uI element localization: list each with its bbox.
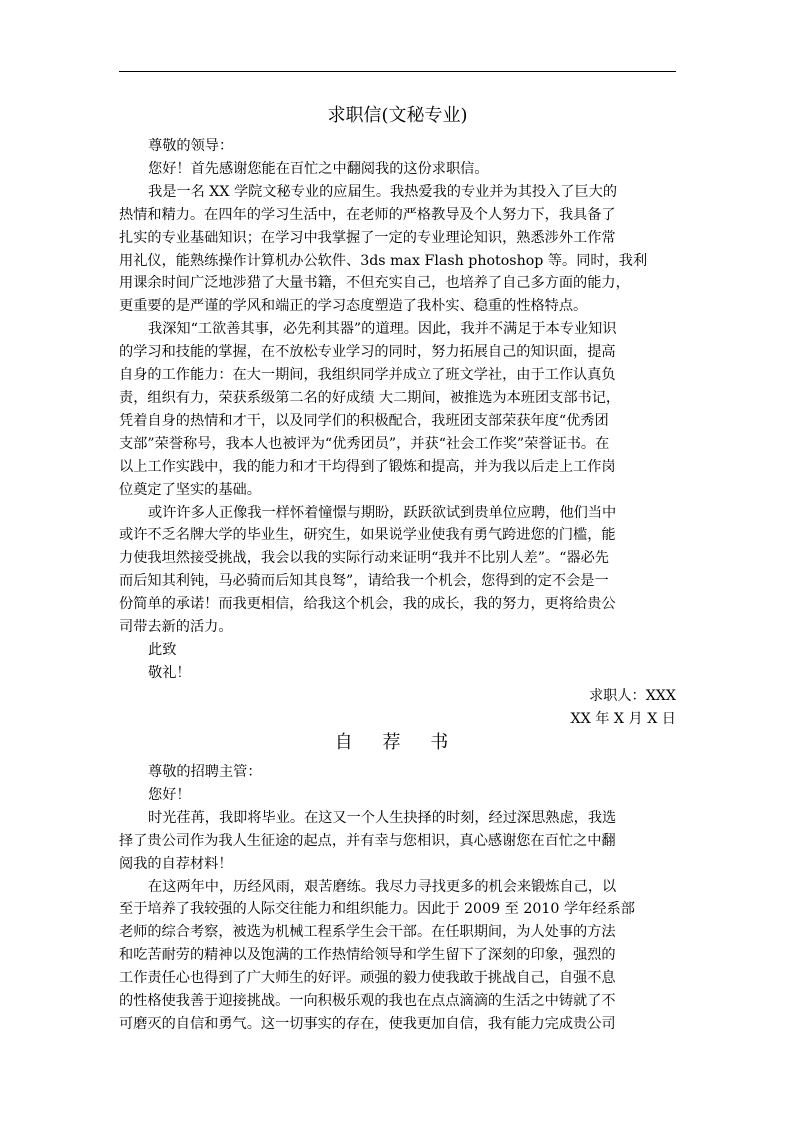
text-line: 尊敬的招聘主管： (148, 764, 262, 780)
text-line: 或许不乏名牌大学的毕业生，研究生，如果说学业使我有勇气跨进您的门槛，能 (119, 527, 616, 544)
text-line: 我是一名 XX 学院文秘专业的应届生。我热爱我的专业并为其投入了巨大的 (148, 183, 618, 200)
text-line: 的学习和技能的掌握，在不放松专业学习的同时，努力拓展自己的知识面，提高 (119, 344, 616, 361)
text-line: 至于培养了我较强的人际交往能力和组织能力。因此于 2009 至 2010 学年经系部 (119, 901, 635, 918)
text-line: 的性格使我善于迎接挑战。一向积极乐观的我也在点点滴滴的生活之中铸就了不 (119, 993, 616, 1010)
text-line: 位奠定了坚实的基础。 (119, 481, 261, 498)
text-line: 支部”荣誉称号，我本人也被评为“优秀团员”，并获“社会工作奖”荣誉证书。在 (119, 435, 610, 452)
text-line: 在这两年中，历经风雨，艰苦磨练。我尽力寻找更多的机会来锻炼自己，以 (148, 878, 617, 895)
text-line: 责，组织有力，荣获系级第二名的好成绩 大二期间，被推选为本班团支部书记， (119, 389, 621, 406)
text-line: 或许许多人正像我一样怀着憧憬与期盼，跃跃欲试到贵单位应聘，他们当中 (148, 504, 617, 521)
text-line: 您好！ (148, 786, 191, 803)
text-line: 我深知“工欲善其事，必先利其器”的道理。因此，我并不满足于本专业知识 (148, 321, 617, 338)
text-line: 份简单的承诺！而我更相信，给我这个机会，我的成长，我的努力，更将给贵公 (119, 596, 616, 613)
header-rule (119, 71, 676, 72)
text-line: 老师的综合考察，被选为机械工程系学生会干部。在任职期间，为人处事的方法 (119, 924, 616, 941)
text-line: 而后知其利钝，马必骑而后知其良驽”，请给我一个机会，您得到的定不会是一 (119, 573, 609, 590)
text-line: 择了贵公司作为我人生征途的起点，并有幸与您相识，真心感谢您在百忙之中翻 (119, 832, 616, 849)
text-line: 您好！首先感谢您能在百忙之中翻阅我的这份求职信。 (148, 160, 489, 177)
signature: 求职人：XXX (588, 687, 676, 704)
self-recommendation-body (119, 761, 676, 1036)
text-line: 以上工作实践中，我的能力和才干均得到了锻炼和提高，并为我以后走上工作岗 (119, 458, 616, 475)
text-line: 力使我坦然接受挑战，我会以我的实际行动来证明“我并不比别人差”。“器必先 (119, 550, 609, 567)
text-line: 阅我的自荐材料！ (119, 855, 233, 872)
text-line: 敬礼！ (148, 664, 191, 681)
self-recommendation-title: 自 荐 书 (334, 732, 461, 753)
self-recommendation-letter (119, 731, 676, 1036)
letter-date: XX 年 X 月 X 日 (570, 710, 676, 727)
text-line: 此致 (148, 641, 177, 658)
text-line: 司带去新的活力。 (119, 619, 233, 636)
text-line: 凭着自身的热情和才干，以及同学们的积极配合，我班团支部荣获年度“优秀团 (119, 412, 609, 429)
text-line: 扎实的专业基础知识；在学习中我掌握了一定的专业理论知识，熟悉涉外工作常 (119, 229, 616, 246)
text-line: 热情和精力。在四年的学习生活中，在老师的严格教导及个人努力下，我具备了 (119, 206, 616, 223)
cover-letter-body (119, 135, 676, 685)
cover-letter (119, 104, 676, 731)
text-line: 用课余时间广泛地涉猎了大量书籍，不但充实自己，也培养了自己多方面的能力， (119, 275, 630, 292)
text-line: 尊敬的领导： (148, 138, 234, 154)
cover-letter-title: 求职信(文秘专业) (327, 105, 468, 126)
text-line: 可磨灭的自信和勇气。这一切事实的存在，使我更加自信，我有能力完成贵公司 (119, 1015, 616, 1032)
text-line: 用礼仪，能熟练操作计算机办公软件、3ds max Flash photoshop 等。同时，我利 (119, 252, 648, 269)
text-line: 工作责任心也得到了广大师生的好评。顽强的毅力使我敢于挑战自己，自强不息 (119, 970, 616, 987)
text-line: 和吃苦耐劳的精神以及饱满的工作热情给领导和学生留下了深刻的印象，强烈的 (119, 947, 616, 964)
text-line: 时光荏苒，我即将毕业。在这又一个人生抉择的时刻，经过深思熟虑，我选 (148, 809, 617, 826)
text-line: 更重要的是严谨的学风和端正的学习态度塑造了我朴实、稳重的性格特点。 (119, 298, 588, 315)
text-line: 自身的工作能力：在大一期间，我组织同学并成立了班文学社，由于工作认真负 (119, 367, 616, 384)
